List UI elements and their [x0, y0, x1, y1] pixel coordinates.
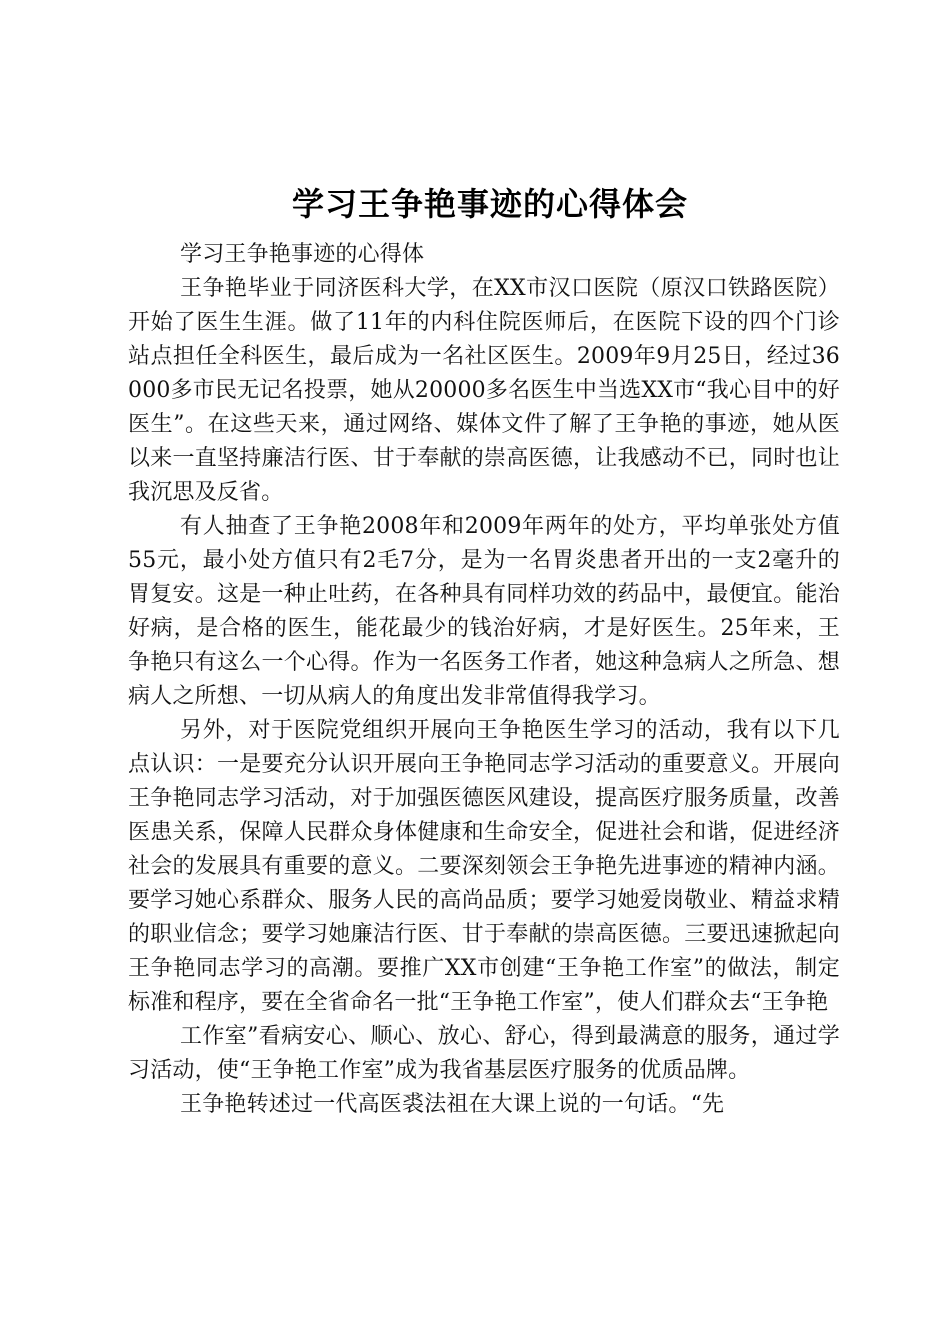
paragraph-studio: 工作室”看病安心、顺心、放心、舒心，得到最满意的服务，通过学习活动，使“王争艳工作室”成为我省基层医疗服务的优质品牌。 [128, 1024, 840, 1083]
paragraph-quote: 王争艳转述过一代高医裘法祖在大课上说的一句话。“先 [180, 1092, 725, 1117]
paragraph-prescriptions: 有人抽查了王争艳2008年和2009年两年的处方，平均单张处方值55元，最小处方值只有2毛7分，是为一名胃炎患者开出的一支2毫升的胃复安。这是一种止吐药，在各种具有同样功效的药品中，最便宜。能治好病，是合格的医生，能花最少的钱治好病，才是好医生。25年来，王争艳只有这么一个心得。作为一名医务工作者，她这种急病人之所急、想病人之所想、一切从病人的角度出发非常值得我学习。 [128, 514, 840, 709]
paragraph-subtitle: 学习王争艳事迹的心得体 [180, 242, 425, 267]
document-title: 学习王争艳事迹的心得体会 [291, 185, 688, 223]
paragraph-intro: 王争艳毕业于同济医科大学，在XX市汉口医院（原汉口铁路医院）开始了医生生涯。做了11年的内科住院医师后，在医院下设的四个门诊站点担任全科医生，最后成为一名社区医生。2009年9月25日，经过36000多市民无记名投票，她从20000多名医生中当选XX市“我心目中的好医生”。在这些天来，通过网络、媒体文件了解了王争艳的事迹，她从医以来一直坚持廉洁行医、甘于奉献的崇高医德，让我感动不已，同时也让我沉思及反省。 [128, 276, 840, 505]
document-page [128, 180, 840, 1122]
paragraph-learning-points: 另外，对于医院党组织开展向王争艳医生学习的活动，我有以下几点认识：一是要充分认识开展向王争艳同志学习活动的重要意义。开展向王争艳同志学习活动，对于加强医德医风建设，提高医疗服务质量，改善医患关系，保障人民群众身体健康和生命安全，促进社会和谐，促进经济社会的发展具有重要的意义。二要深刻领会王争艳先进事迹的精神内涵。要学习她心系群众、服务人民的高尚品质；要学习她爱岗敬业、精益求精的职业信念；要学习她廉洁行医、甘于奉献的崇高医德。三要迅速掀起向王争艳同志学习的高潮。要推广XX市创建“王争艳工作室”的做法，制定标准和程序，要在全省命名一批“王争艳工作室”，使人们群众去“王争艳 [128, 718, 840, 1015]
